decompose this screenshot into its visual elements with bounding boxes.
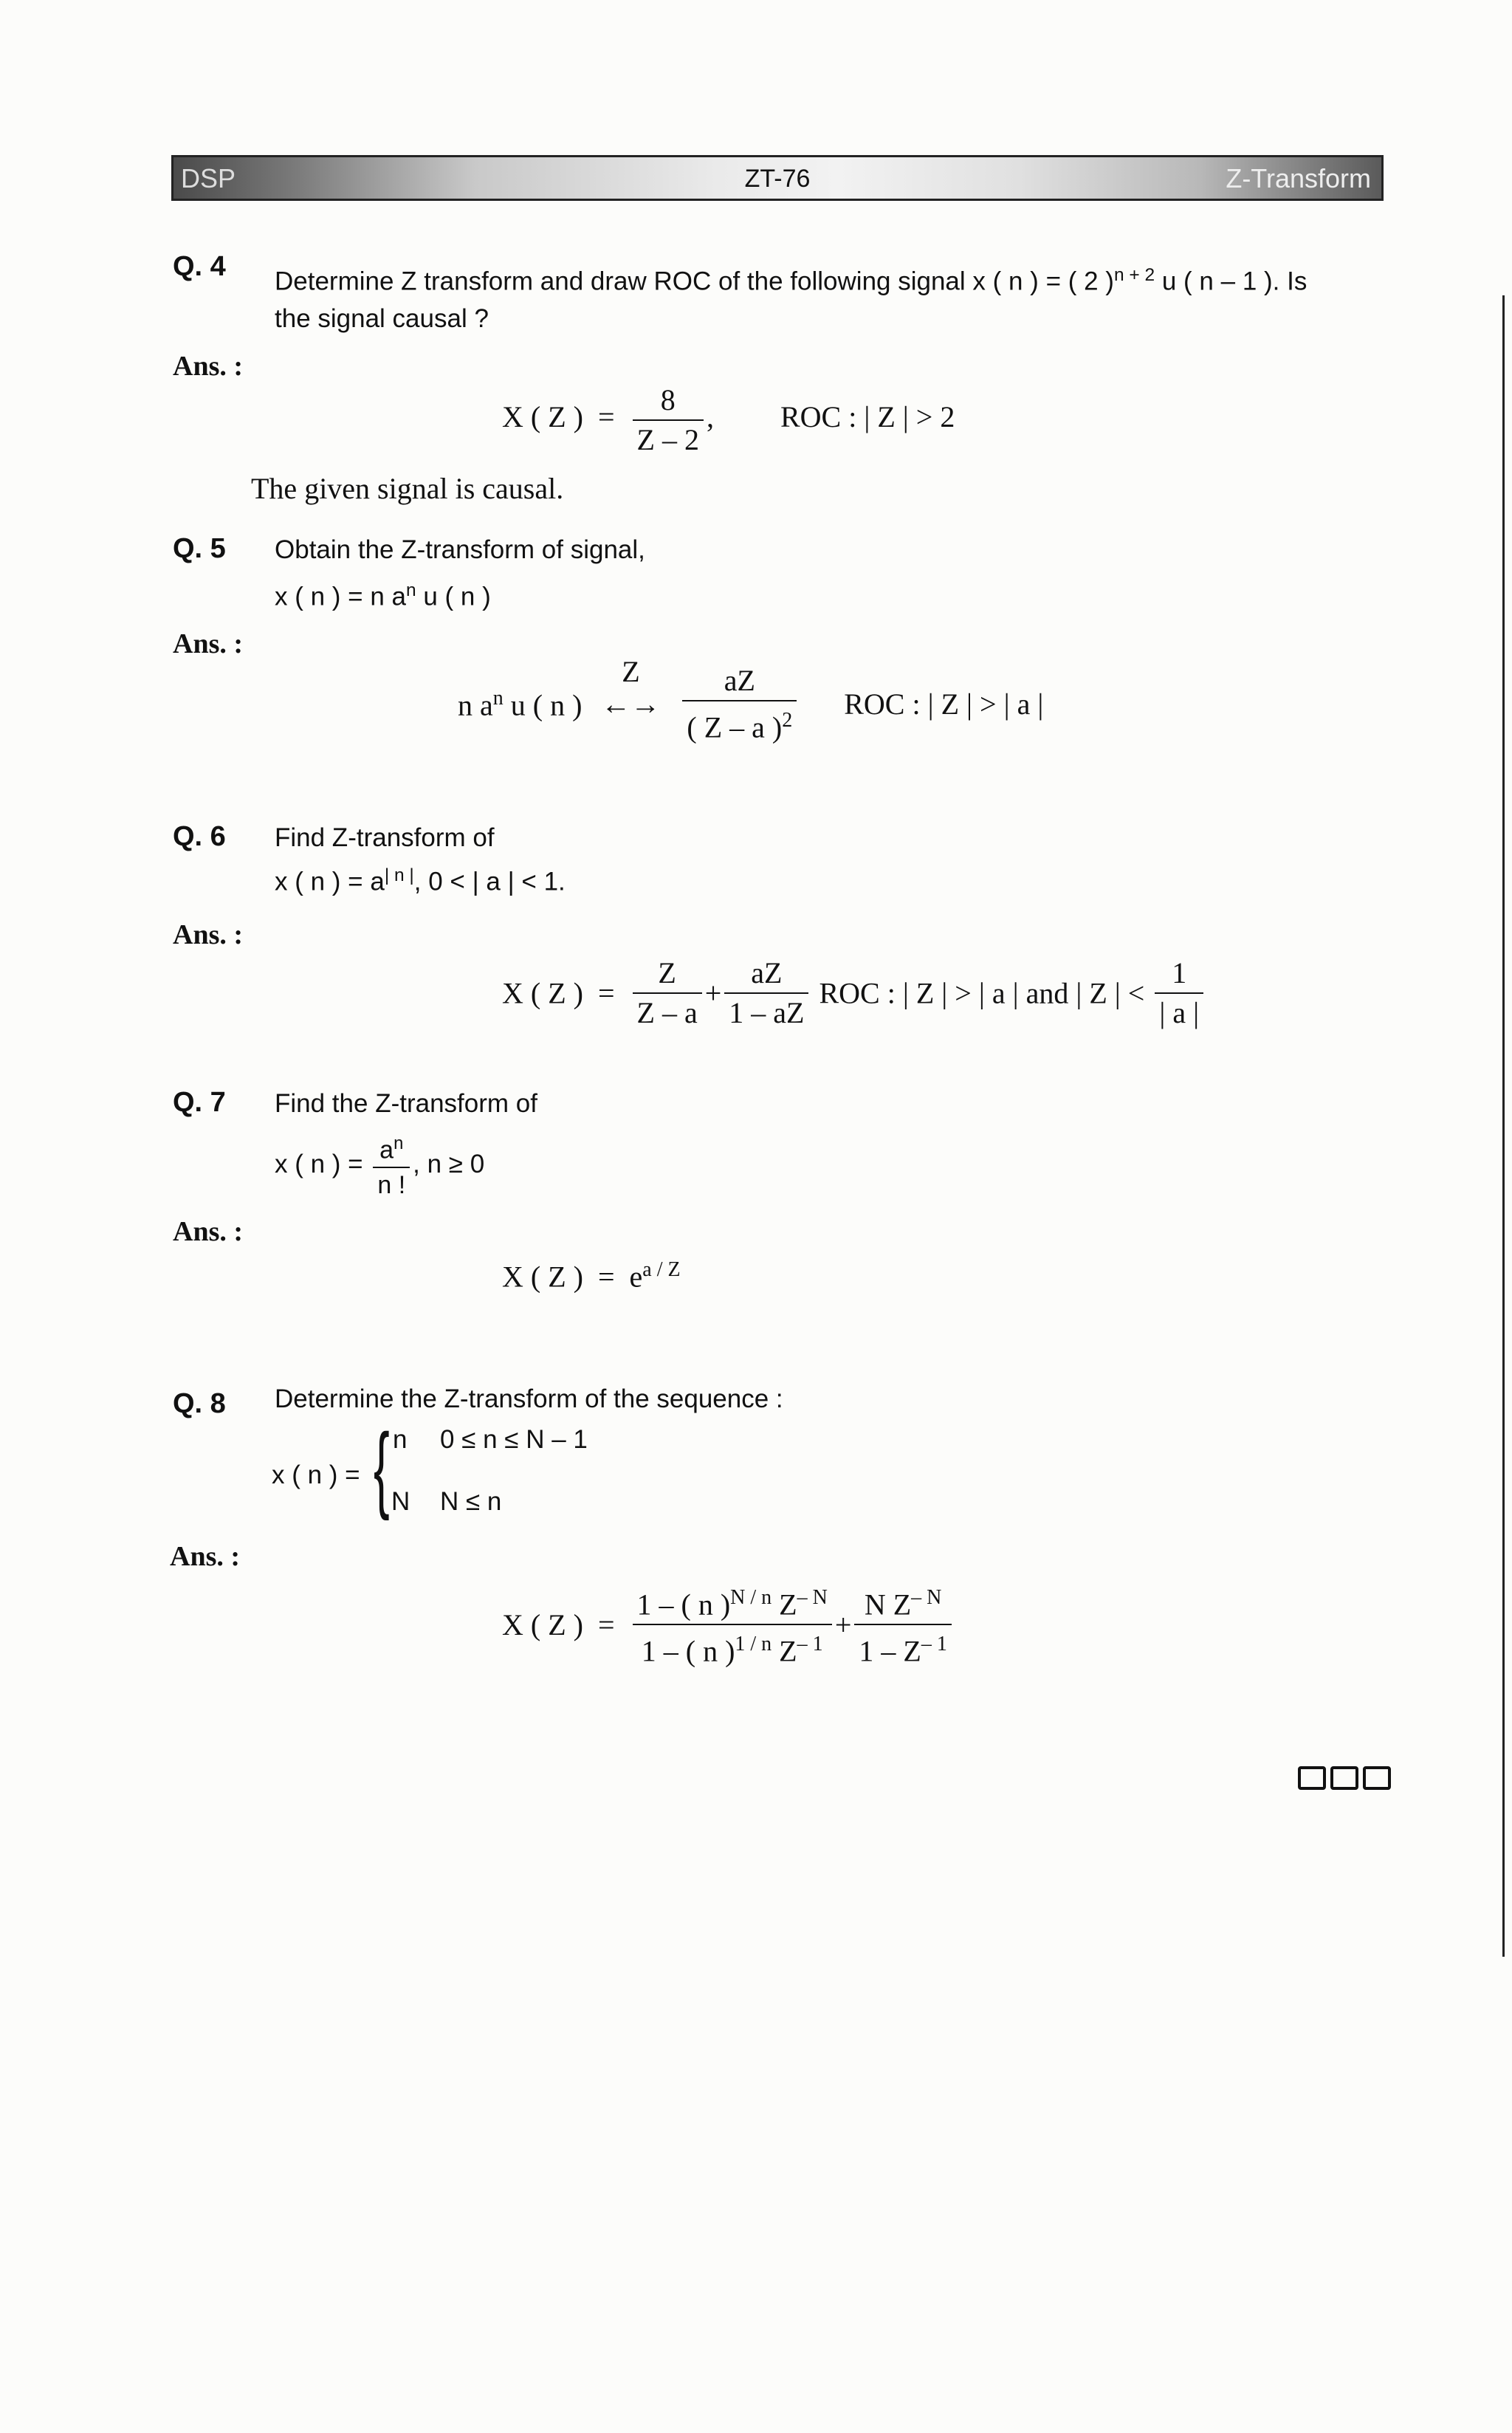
q8-brace: { bbox=[374, 1413, 390, 1521]
q5-lhs bbox=[458, 687, 582, 722]
q6-plus: + bbox=[704, 976, 722, 1010]
q8-f1-den bbox=[633, 1625, 832, 1667]
q5-answer bbox=[458, 654, 1044, 744]
q7-fraction bbox=[373, 1130, 410, 1199]
q6-signal bbox=[275, 865, 566, 897]
q8-text: Determine the Z-transform of the sequence : bbox=[275, 1384, 783, 1413]
q6-signal-exp: | n | bbox=[384, 865, 414, 885]
q4-num: 8 bbox=[633, 384, 704, 421]
q8-f1-den-a: 1 – ( n ) bbox=[641, 1634, 735, 1668]
q6-fraction-2 bbox=[724, 957, 808, 1029]
q7-rhs-exp: a / Z bbox=[642, 1258, 681, 1281]
q6-f2-den: 1 – aZ bbox=[729, 996, 805, 1029]
q8-f1-den-exp1: 1 / n bbox=[735, 1633, 772, 1656]
chapter-title: Z-Transform bbox=[1226, 163, 1371, 193]
q8-lhs: X ( Z ) bbox=[502, 1607, 583, 1641]
q7-signal-b: , n ≥ 0 bbox=[413, 1150, 485, 1179]
q8-f1-num-a: 1 – ( n ) bbox=[636, 1588, 731, 1622]
q4-den: Z – 2 bbox=[636, 423, 699, 456]
q8-case1-cond: 0 ≤ n ≤ N – 1 bbox=[440, 1425, 588, 1454]
q5-lhs-exp: n bbox=[492, 686, 504, 710]
q7-eq: = bbox=[597, 1260, 615, 1294]
q8-number: Q. 8 bbox=[173, 1388, 226, 1419]
header-left: DSP bbox=[181, 163, 236, 193]
q8-fraction-1 bbox=[633, 1582, 832, 1668]
q7-rhs-base: e bbox=[629, 1260, 643, 1294]
q7-f-num-exp: n bbox=[394, 1133, 404, 1153]
q5-transform-arrow bbox=[601, 656, 660, 721]
q7-lhs: X ( Z ) bbox=[502, 1260, 583, 1294]
q7-text: Find the Z-transform of bbox=[275, 1089, 537, 1118]
q5-lhs-b: u ( n ) bbox=[503, 687, 583, 721]
q7-f-num bbox=[373, 1130, 410, 1168]
q4-fraction bbox=[633, 384, 704, 456]
q6-lhs: X ( Z ) bbox=[502, 976, 583, 1010]
q6-f1-num: Z bbox=[633, 957, 702, 994]
q5-signal-exp: n bbox=[406, 580, 416, 600]
q8-case2-val: N bbox=[391, 1487, 410, 1516]
q6-fraction-3 bbox=[1155, 957, 1203, 1029]
q8-ans-label: Ans. : bbox=[170, 1541, 241, 1572]
q6-number: Q. 6 bbox=[173, 821, 226, 852]
q5-arrow: ←→ bbox=[601, 687, 661, 721]
end-box-1 bbox=[1298, 1766, 1326, 1790]
page-header bbox=[171, 155, 1384, 201]
q8-f2-den bbox=[854, 1625, 951, 1667]
q6-f3-num: 1 bbox=[1155, 957, 1203, 994]
q8-f2-num bbox=[854, 1582, 951, 1625]
q8-f2-num-a: N Z bbox=[864, 1588, 912, 1622]
q6-text: Find Z-transform of bbox=[275, 823, 495, 852]
q5-signal bbox=[275, 580, 491, 612]
q6-f2-num: aZ bbox=[724, 957, 808, 994]
q7-answer bbox=[502, 1258, 681, 1294]
q5-arrow-label: Z bbox=[622, 654, 640, 688]
q7-ans-label: Ans. : bbox=[173, 1216, 244, 1247]
q8-f1-num bbox=[633, 1582, 832, 1625]
end-of-section-marker bbox=[1298, 1766, 1395, 1794]
q7-f-den: n ! bbox=[377, 1171, 406, 1200]
q5-signal-a: x ( n ) = n a bbox=[275, 582, 406, 611]
end-box-2 bbox=[1330, 1766, 1358, 1790]
q6-f3-den: | a | bbox=[1159, 996, 1200, 1029]
q5-den bbox=[682, 701, 797, 744]
q4-lhs: X ( Z ) bbox=[502, 400, 583, 434]
page-number: ZT-76 bbox=[744, 165, 811, 193]
q4-roc: ROC : | Z | > 2 bbox=[780, 400, 955, 434]
q8-f1-den-b: Z bbox=[772, 1634, 797, 1668]
q6-roc: ROC : | Z | > | a | and | Z | < bbox=[819, 976, 1145, 1010]
q8-eq: = bbox=[597, 1607, 615, 1641]
q4-eq: = bbox=[597, 400, 615, 434]
q6-eq: = bbox=[597, 976, 615, 1010]
q5-num: aZ bbox=[682, 665, 797, 701]
q4-question bbox=[275, 257, 1382, 337]
q4-number: Q. 4 bbox=[173, 251, 226, 282]
q6-ans-label: Ans. : bbox=[173, 919, 244, 950]
q8-f2-den-a: 1 – Z bbox=[859, 1634, 921, 1668]
q4-comma: , bbox=[706, 400, 714, 434]
q6-signal-a: x ( n ) = a bbox=[275, 867, 385, 896]
q5-den-exp: 2 bbox=[782, 709, 793, 732]
q4-answer bbox=[502, 384, 955, 456]
q6-f1-den: Z – a bbox=[636, 996, 698, 1029]
q5-roc: ROC : | Z | > | a | bbox=[844, 687, 1044, 721]
q4-text-tail: u ( n – 1 ). Is bbox=[1155, 267, 1307, 296]
q6-answer bbox=[502, 957, 1206, 1029]
q5-text: Obtain the Z-transform of signal, bbox=[275, 535, 645, 564]
q5-fraction bbox=[682, 665, 797, 744]
q8-signal-lhs: x ( n ) = bbox=[272, 1461, 360, 1489]
q8-f1-den-exp2: – 1 bbox=[797, 1633, 823, 1656]
q7-signal bbox=[275, 1130, 484, 1199]
q5-den-base: ( Z – a ) bbox=[687, 710, 783, 744]
q8-f1-num-exp1: N / n bbox=[730, 1586, 772, 1609]
q8-f2-den-exp: – 1 bbox=[921, 1633, 947, 1656]
q8-f1-num-exp2: – N bbox=[797, 1586, 828, 1609]
q7-number: Q. 7 bbox=[173, 1087, 226, 1118]
q7-f-num-base: a bbox=[379, 1136, 394, 1164]
q4-ans-label: Ans. : bbox=[173, 351, 244, 382]
q8-f2-num-exp: – N bbox=[911, 1586, 942, 1609]
q8-case2-cond: N ≤ n bbox=[440, 1487, 502, 1516]
q8-plus: + bbox=[834, 1607, 852, 1641]
q8-answer bbox=[502, 1582, 955, 1668]
q4-text: Determine Z transform and draw ROC of the following signal x ( n ) = ( 2 ) bbox=[275, 267, 1114, 296]
q4-note: The given signal is causal. bbox=[251, 472, 564, 505]
q6-signal-b: , 0 < | a | < 1. bbox=[413, 867, 566, 896]
q8-case1-val: n bbox=[393, 1425, 408, 1454]
q5-ans-label: Ans. : bbox=[173, 628, 244, 659]
q4-exp: n + 2 bbox=[1113, 265, 1155, 285]
q8-fraction-2 bbox=[854, 1582, 951, 1668]
q5-lhs-a: n a bbox=[458, 687, 493, 721]
end-box-3 bbox=[1363, 1766, 1391, 1790]
q4-text-line2: the signal causal ? bbox=[275, 303, 489, 333]
q6-fraction-1 bbox=[633, 957, 702, 1029]
q7-signal-a: x ( n ) = bbox=[275, 1150, 363, 1179]
page-edge-line bbox=[1502, 295, 1505, 1957]
q5-number: Q. 5 bbox=[173, 533, 226, 564]
q8-f1-num-b: Z bbox=[772, 1588, 797, 1622]
q5-signal-b: u ( n ) bbox=[416, 582, 491, 611]
